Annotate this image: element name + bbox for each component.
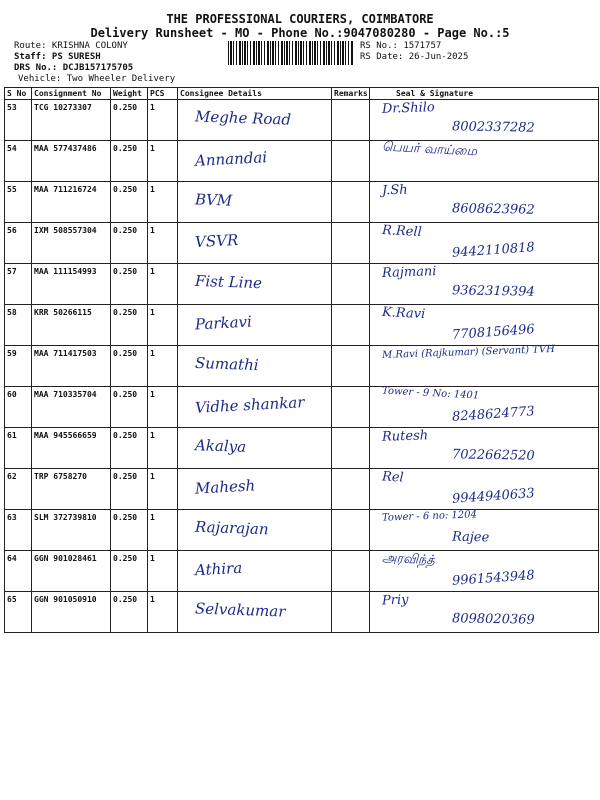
consignment-number: GGN 901050910 xyxy=(32,592,111,633)
signature-handwriting: பெயர் வாய்மை xyxy=(381,139,478,160)
consignment-number: KRR 50266115 xyxy=(32,305,111,346)
weight-value: 0.250 xyxy=(111,100,148,141)
runsheet-subtitle: Delivery Runsheet - MO - Phone No.:9047080280 - Page No.:5 xyxy=(90,26,510,40)
rs-number: RS No.: 1571757 xyxy=(360,41,442,51)
col-consignment: Consignment No xyxy=(32,88,111,100)
consignment-number: IXM 508557304 xyxy=(32,223,111,264)
pieces-count: 1 xyxy=(148,346,178,387)
vehicle-label: Vehicle: Two Wheeler Delivery xyxy=(18,74,176,84)
signature-handwriting: J.Sh xyxy=(381,182,408,199)
consignment-number: MAA 711417503 xyxy=(32,346,111,387)
remarks-cell xyxy=(332,428,370,469)
col-sno: S No xyxy=(5,88,32,100)
signature-handwriting: Priy xyxy=(381,592,409,609)
pieces-count: 1 xyxy=(148,387,178,428)
pieces-count: 1 xyxy=(148,264,178,305)
phone-handwriting: 9362319394 xyxy=(451,283,535,300)
consignment-number: TCG 10273307 xyxy=(32,100,111,141)
remarks-cell xyxy=(332,551,370,592)
serial-number: 53 xyxy=(5,100,32,141)
serial-number: 56 xyxy=(5,223,32,264)
signature-handwriting: அரவிந்த் xyxy=(381,550,436,569)
serial-number: 64 xyxy=(5,551,32,592)
signature-handwriting: Tower - 6 no: 1204 xyxy=(381,509,478,524)
pieces-count: 1 xyxy=(148,469,178,510)
serial-number: 59 xyxy=(5,346,32,387)
route-info xyxy=(14,41,175,85)
consignment-number: SLM 372739810 xyxy=(32,510,111,551)
col-consignee: Consignee Details xyxy=(178,88,332,100)
phone-handwriting: 9961543948 xyxy=(451,568,536,589)
phone-handwriting: 7708156496 xyxy=(451,322,536,343)
signature-handwriting: R.Rell xyxy=(381,222,423,241)
weight-value: 0.250 xyxy=(111,223,148,264)
col-pcs: PCS xyxy=(148,88,178,100)
consignment-number: GGN 901028461 xyxy=(32,551,111,592)
weight-value: 0.250 xyxy=(111,387,148,428)
pieces-count: 1 xyxy=(148,305,178,346)
remarks-cell xyxy=(332,223,370,264)
weight-value: 0.250 xyxy=(111,264,148,305)
remarks-cell xyxy=(332,182,370,223)
remarks-cell xyxy=(332,264,370,305)
table-row xyxy=(5,141,599,182)
weight-value: 0.250 xyxy=(111,428,148,469)
signature-handwriting: Rel xyxy=(381,469,405,486)
col-weight: Weight xyxy=(111,88,148,100)
signature-handwriting: K.Ravi xyxy=(381,304,426,323)
signature-handwriting: Dr.Shilo xyxy=(381,100,436,117)
weight-value: 0.250 xyxy=(111,305,148,346)
consignee-handwriting: Parkavi xyxy=(194,312,253,334)
rs-date: RS Date: 26-Jun-2025 xyxy=(360,52,469,62)
col-remarks: Remarks xyxy=(332,88,370,100)
weight-value: 0.250 xyxy=(111,551,148,592)
weight-value: 0.250 xyxy=(111,510,148,551)
barcode xyxy=(228,41,354,65)
serial-number: 61 xyxy=(5,428,32,469)
serial-number: 54 xyxy=(5,141,32,182)
remarks-cell xyxy=(332,141,370,182)
serial-number: 60 xyxy=(5,387,32,428)
consignment-number: MAA 710335704 xyxy=(32,387,111,428)
consignee-handwriting: Vidhe shankar xyxy=(194,393,305,417)
serial-number: 58 xyxy=(5,305,32,346)
consignee-handwriting: Fist Line xyxy=(194,271,263,293)
consignee-handwriting: VSVR xyxy=(194,230,239,252)
phone-handwriting: 9442110818 xyxy=(451,240,536,261)
staff-label: Staff: PS SURESH xyxy=(14,52,101,62)
weight-value: 0.250 xyxy=(111,182,148,223)
col-signature: Seal & Signature xyxy=(370,88,599,100)
consignee-handwriting: Mahesh xyxy=(194,476,256,498)
consignee-handwriting: Meghe Road xyxy=(194,107,292,129)
pieces-count: 1 xyxy=(148,428,178,469)
phone-handwriting: 8002337282 xyxy=(451,119,535,136)
consignee-handwriting: BVM xyxy=(194,190,233,210)
consignee-handwriting: Rajarajan xyxy=(194,517,269,539)
remarks-cell xyxy=(332,305,370,346)
consignee-handwriting: Athira xyxy=(194,558,243,580)
remarks-cell xyxy=(332,469,370,510)
runsheet-table xyxy=(4,87,599,633)
signature-handwriting: M.Ravi (Rajkumar) (Servant) TVH xyxy=(381,343,556,362)
phone-handwriting: 8248624773 xyxy=(451,404,536,425)
consignment-number: MAA 577437486 xyxy=(32,141,111,182)
pieces-count: 1 xyxy=(148,510,178,551)
phone-handwriting: 8608623962 xyxy=(451,201,535,218)
consignee-handwriting: Selvakumar xyxy=(194,599,286,621)
consignment-number: MAA 945566659 xyxy=(32,428,111,469)
signature-handwriting: Rajmani xyxy=(381,264,437,281)
weight-value: 0.250 xyxy=(111,592,148,633)
signature-handwriting: Tower - 9 No: 1401 xyxy=(381,385,480,402)
table-header-row xyxy=(5,88,599,100)
consignment-number: MAA 711216724 xyxy=(32,182,111,223)
remarks-cell xyxy=(332,592,370,633)
phone-handwriting: Rajee xyxy=(451,529,490,546)
remarks-cell xyxy=(332,346,370,387)
weight-value: 0.250 xyxy=(111,141,148,182)
weight-value: 0.250 xyxy=(111,469,148,510)
company-title: THE PROFESSIONAL COURIERS, COIMBATORE xyxy=(166,12,434,26)
consignment-number: TRP 6758270 xyxy=(32,469,111,510)
consignment-number: MAA 111154993 xyxy=(32,264,111,305)
pieces-count: 1 xyxy=(148,100,178,141)
serial-number: 65 xyxy=(5,592,32,633)
pieces-count: 1 xyxy=(148,223,178,264)
rs-info xyxy=(360,41,468,63)
phone-handwriting: 9944940633 xyxy=(451,486,536,507)
drs-number: DRS No.: DCJB157175705 xyxy=(14,63,134,73)
consignee-handwriting: Annandai xyxy=(194,148,268,170)
pieces-count: 1 xyxy=(148,592,178,633)
phone-handwriting: 7022662520 xyxy=(451,447,535,464)
pieces-count: 1 xyxy=(148,182,178,223)
serial-number: 63 xyxy=(5,510,32,551)
route-label: Route: KRISHNA COLONY xyxy=(14,41,128,51)
serial-number: 62 xyxy=(5,469,32,510)
pieces-count: 1 xyxy=(148,141,178,182)
remarks-cell xyxy=(332,510,370,551)
consignee-handwriting: Sumathi xyxy=(194,353,259,375)
consignee-handwriting: Akalya xyxy=(194,436,247,456)
table-row xyxy=(5,510,599,551)
phone-handwriting: 8098020369 xyxy=(451,611,535,628)
serial-number: 57 xyxy=(5,264,32,305)
serial-number: 55 xyxy=(5,182,32,223)
remarks-cell xyxy=(332,387,370,428)
pieces-count: 1 xyxy=(148,551,178,592)
remarks-cell xyxy=(332,100,370,141)
weight-value: 0.250 xyxy=(111,346,148,387)
signature-handwriting: Rutesh xyxy=(381,428,429,445)
